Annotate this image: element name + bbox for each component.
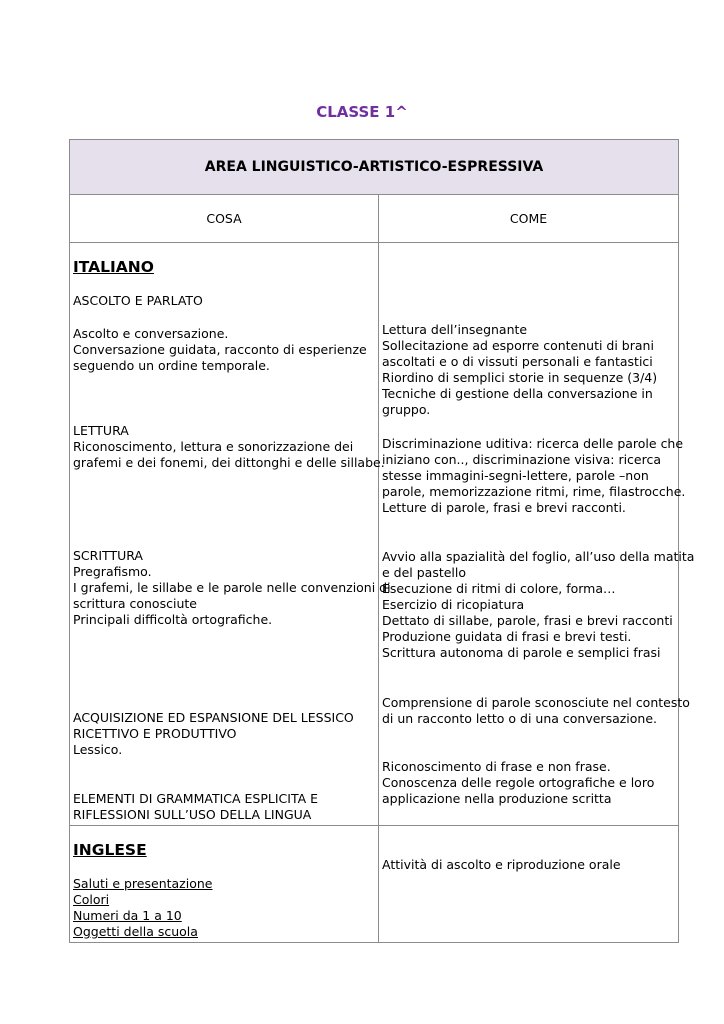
- subject-inglese: INGLESE: [73, 841, 147, 859]
- list-item: Colori: [73, 892, 110, 907]
- list-item: Saluti e presentazione: [73, 876, 213, 891]
- area-heading: AREA LINGUISTICO-ARTISTICO-ESPRESSIVA: [70, 140, 679, 195]
- page-title: CLASSE 1^: [316, 103, 408, 121]
- ascolto-cosa-text: Ascolto e conversazione. Conversazione guidata, racconto di esperienze seguendo un ordine temporale.: [73, 326, 367, 373]
- ascolto-heading: ASCOLTO E PARLATO: [73, 293, 203, 308]
- lettura-cosa-text: LETTURA Riconoscimento, lettura e sonorizzazione dei grafemi e dei fonemi, dei dittonghi e delle sillabe.: [73, 423, 385, 470]
- grammatica-cosa-text: ELEMENTI DI GRAMMATICA ESPLICITA E RIFLESSIONI SULL’USO DELLA LINGUA: [73, 791, 319, 822]
- list-item: Numeri da 1 a 10: [73, 908, 182, 923]
- inglese-come-text: Attività di ascolto e riproduzione orale: [382, 857, 621, 872]
- lettura-come-text: Discriminazione uditiva: ricerca delle parole che iniziano con.., discriminazione visiva: ricerca stesse immagini-segni-lettere, parole –non parole, memorizzazione ritmi, rime, filastrocche. Letture di parole, frasi e brevi racconti.: [382, 436, 686, 515]
- column-header-come: COME: [379, 195, 679, 243]
- scrittura-come-text: Avvio alla spazialità del foglio, all’uso della matita e del pastello Esecuzione di ritmi di colore, forma… Esercizio di ricopiatura Dettato di sillabe, parole, frasi e brevi racconti Produzione guidata di frasi e brevi testi. Scrittura autonoma di parole e semplici frasi: [382, 549, 695, 660]
- subject-italiano: ITALIANO: [73, 258, 154, 276]
- ascolto-come-text: Lettura dell’insegnante Sollecitazione ad esporre contenuti di brani ascoltati e o di vissuti personali e fantastici Riordino di semplici storie in sequenze (3/4) Tecniche di gestione della conversazione in gruppo.: [382, 322, 658, 417]
- list-item: Oggetti della scuola: [73, 924, 198, 939]
- inglese-cosa-cell: [70, 826, 379, 943]
- italiano-cosa-cell: [70, 243, 391, 826]
- inglese-come-cell: [379, 826, 679, 943]
- lessico-come-text: Comprensione di parole sconosciute nel contesto di un racconto letto o di una conversazione.: [382, 695, 690, 726]
- curriculum-table: [69, 139, 695, 943]
- grammatica-come-text: Riconoscimento di frase e non frase. Conoscenza delle regole ortografiche e loro applicazione nella produzione scritta: [382, 759, 655, 806]
- inglese-cosa-list: [73, 876, 374, 940]
- scrittura-cosa-text: SCRITTURA Pregrafismo. I grafemi, le sillabe e le parole nelle convenzioni di scrittura conosciute Principali difficoltà ortografiche.: [73, 548, 391, 627]
- lessico-cosa-text: ACQUISIZIONE ED ESPANSIONE DEL LESSICO RICETTIVO E PRODUTTIVO Lessico.: [73, 710, 354, 757]
- column-header-cosa: COSA: [70, 195, 379, 243]
- italiano-come-cell: [379, 243, 695, 826]
